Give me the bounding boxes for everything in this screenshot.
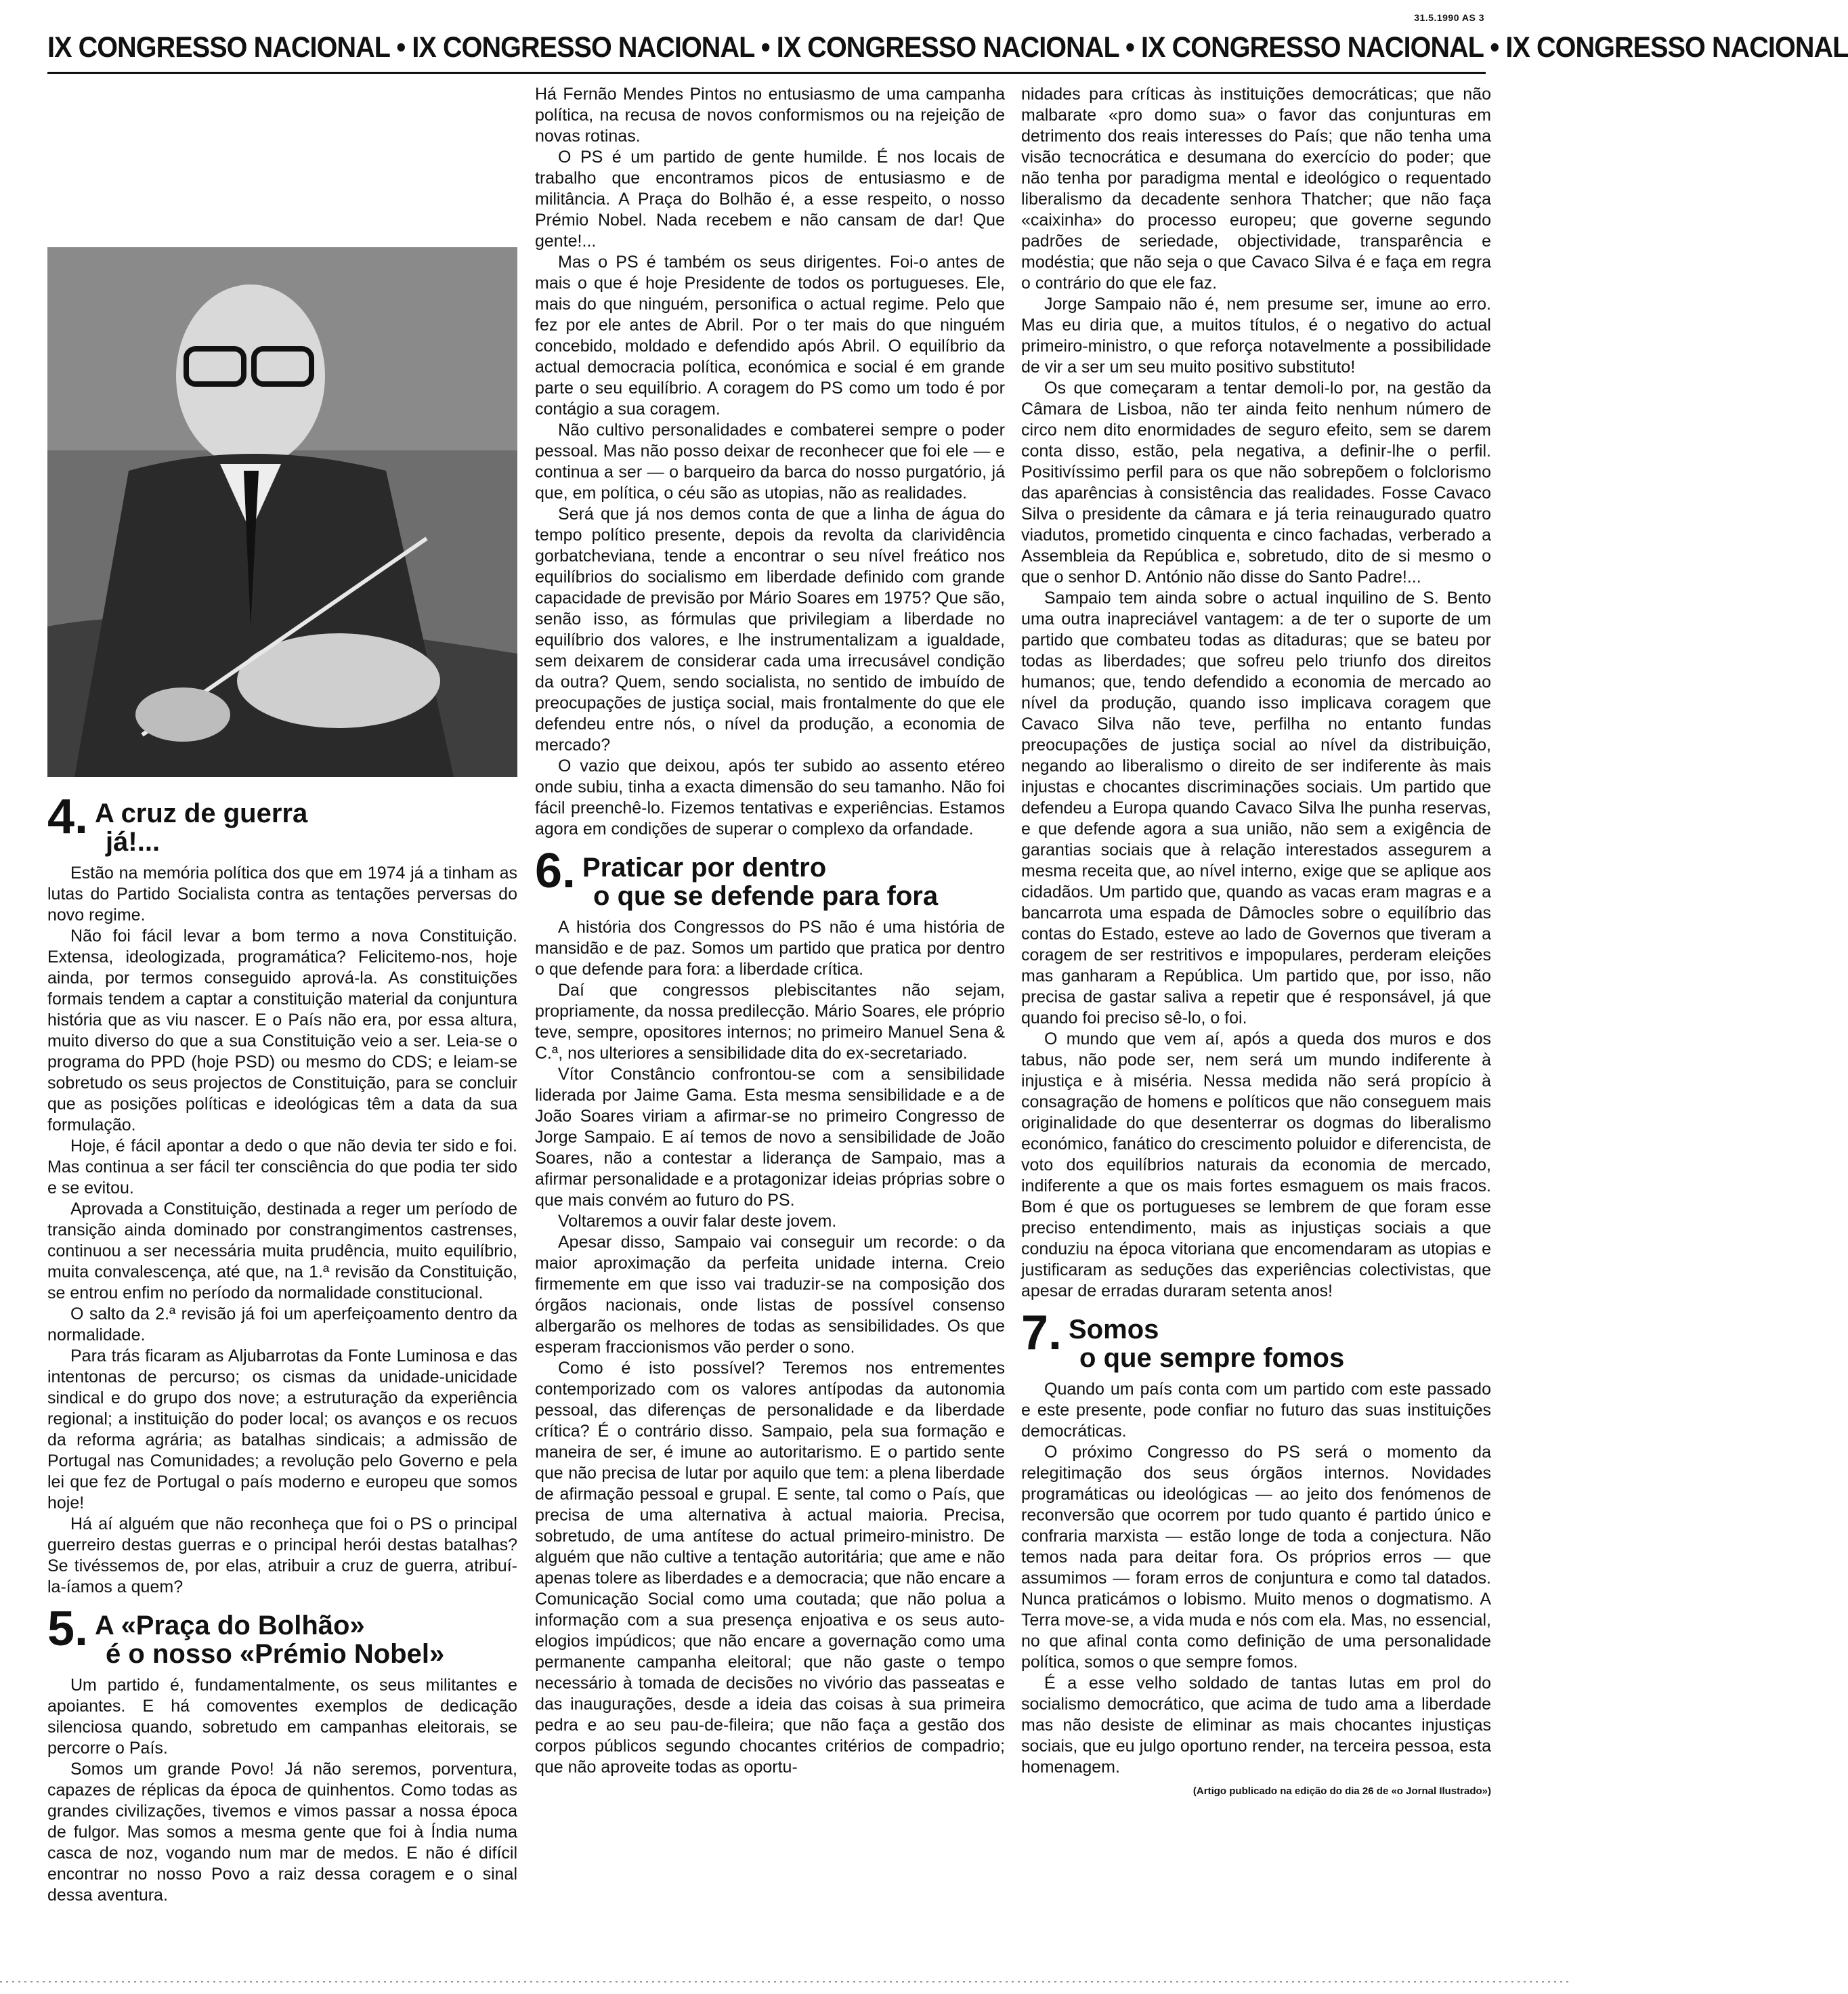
- paragraph: Há aí alguém que não reconheça que foi o PS o principal guerreiro destas guerras e o principal herói destas batalhas? Se tivéssemos de, por elas, atribuir a cruz de guerra, atribuí-la-íamos a quem?: [47, 1514, 517, 1596]
- section-4-heading: [47, 790, 517, 857]
- dateline: 31.5.1990 AS 3: [1414, 12, 1484, 23]
- paragraph: É a esse velho soldado de tantas lutas em prol do socialismo democrático, que acima de tudo ama a liberdade mas não desiste de eliminar as mais chocantes injustiças sociais, que eu julgo oportuno render, na terceira pessoa, esta homenagem.: [1021, 1674, 1491, 1777]
- paragraph: Um partido é, fundamentalmente, os seus militantes e apoiantes. E há comoventes exemplos de dedicação silenciosa quando, sobretudo em campanhas eleitorais, se percorre o País.: [47, 1676, 517, 1758]
- paragraph: nidades para críticas às instituições democráticas; que não malbarate «pro domo sua» o favor das conjunturas em detrimento dos reais interesses do País; que não tenha uma visão tecnocrática e desumana do exercício do poder; que não tenha por paradigma mental e ideológico o requentado liberalismo da decadente senhora Thatcher; que não faça «caixinha» do processo europeu; que governe segundo padrões de seriedade, objectividade, transparência e modéstia; que não seja o que Cavaco Silva é e faça em regra o contrário do que ele faz.: [1021, 85, 1491, 293]
- section-number: 4.: [47, 790, 89, 844]
- banner-headline: IX CONGRESSO NACIONAL • IX CONGRESSO NACIONAL • IX CONGRESSO NACIONAL • IX CONGRESSO NACIONAL • IX CONGRESSO NACIONAL: [47, 31, 1848, 64]
- portrait-photo: [47, 247, 517, 777]
- section-number: 7.: [1021, 1306, 1062, 1360]
- paragraph: Sampaio tem ainda sobre o actual inquilino de S. Bento uma outra inapreciável vantagem: a de ter o suporte de um partido que combateu todas as ditaduras; que se bateu por todas as liberdades; que sofreu pelo triunfo dos direitos humanos; que, tendo defendido a economia de mercado ao nível da produção, quando isso implicava coragem que Cavaco Silva não teve, perfilha no entanto fundas preocupações de justiça social ao nível da distribuição, negando ao liberalismo o direito de ser indiferente às mais injustas e chocantes discriminações sociais. Um partido que defendeu a Europa quando Cavaco Silva lhe punha reservas, e que defende agora a sua união, não sem a exigência de garantias sociais que à relação interestados assegurem a mesma receita que, ao nível interno, exige que se aplique aos cidadãos. Um partido que, quando as vacas eram magras e a bancarrota uma espada de Dâmocles sobre o equilíbrio das contas do Estado, esteve ao lado de Governos que tiveram a coragem de ser restritivos e impopulares, perderam eleições mas ganharam a República. Um partido que, por isso, não precisa de gastar saliva a repetir que é responsável, já que quando foi preciso sê-lo, o foi.: [1021, 589, 1491, 1027]
- bottom-edge: [0, 1981, 1571, 1982]
- column-2: [535, 84, 1005, 1971]
- paragraph: O próximo Congresso do PS será o momento da relegitimação dos seus órgãos internos. Novidades programáticas ou ideológicas — ao jeito dos fenómenos de reconversão que ocorrem por tudo quanto é partido único e confraria marxista — estão longe de toda a conjectura. Não temos nada para deitar fora. Os próprios erros — que assumimos — foram erros de conjuntura e como tal datados. Nunca praticámos o lobismo. Muito menos o dogmatismo. A Terra move-se, a vida muda e nós com ela. Mas, no essencial, no que afinal conta como definição de uma personalidade política, somos o que sempre fomos.: [1021, 1443, 1491, 1672]
- paragraph: Quando um país conta com um partido com este passado e este presente, pode confiar no futuro das suas instituições democráticas.: [1021, 1380, 1491, 1441]
- section-5-heading: [47, 1602, 517, 1669]
- paragraph: Os que começaram a tentar demoli-lo por, na gestão da Câmara de Lisboa, não ter ainda feito nenhum número de circo nem dito enormidades de seguro efeito, sem se darem conta disso, estão, pela negativa, a definir-lhe o perfil. Positivíssimo perfil para os que não sobrepõem o folclorismo das aparências à consistência das realidades. Fosse Cavaco Silva o presidente da câmara e já teria reinaugurado quatro viadutos, prometido cinquenta e cinco fachadas, verberado a Assembleia da República e, sobretudo, dito de si mesmo o que o senhor D. António não disse do Santo Padre!...: [1021, 379, 1491, 587]
- paragraph: Estão na memória política dos que em 1974 já a tinham as lutas do Partido Socialista contra as tentações perversas do novo regime.: [47, 864, 517, 925]
- paragraph: Voltaremos a ouvir falar deste jovem.: [558, 1212, 837, 1231]
- paragraph: Apesar disso, Sampaio vai conseguir um recorde: o da maior aproximação da perfeita unidade interna. Creio firmemente em que isso vai traduzir-se na composição dos órgãos nacionais, onde listas de possível consenso albergarão os melhores de todas as sensibilidades. Os que esperam fraccionismos vão perder o sono.: [535, 1233, 1005, 1357]
- paragraph: O mundo que vem aí, após a queda dos muros e dos tabus, não pode ser, nem será um mundo indiferente à injustiça e à miséria. Nessa medida não será propício à consagração de homens e políticos que não conseguem mais originalidade do que desenterrar os dogmas do liberalismo económico, fanático do crescimento poluidor e diferencista, de voto dos equilíbrios naturais da economia de mercado, indiferente a que os mais fortes esmaguem os mais fracos. Bom é que os portugueses se lembrem de que foram esse preciso entendimento, mais as injustiças sociais a que conduziu na época vitoriana que encomendaram as utopias e justificaram as seduções das experiências colectivistas, que apesar de erradas duraram setenta anos!: [1021, 1030, 1491, 1300]
- paragraph: Será que já nos demos conta de que a linha de água do tempo político presente, depois da revolta da clarividência gorbatcheviana, tende a encontrar o seu nível freático nos equilíbrios do socialismo em liberdade definido com grande capacidade de previsão por Mário Soares em 1975? Que são, senão isso, as fórmulas que privilegiam a liberdade no equilíbrio dos valores, e lhe instrumentalizam a igualdade, sem deixarem de considerar cada uma irrecusável condição da outra? Quem, sendo socialista, no sentido de imbuído de preocupações de justiça social, mais frontalmente do que ele defendeu entre nós, o nível da produção, a economia de mercado?: [535, 505, 1005, 755]
- section-6-heading: [535, 844, 1005, 911]
- paragraph: O vazio que deixou, após ter subido ao assento etéreo onde subiu, tinha a exacta dimensão do seu tamanho. Não foi fácil preenchê-lo. Fizemos tentativas e experiências. Estamos agora em condições de superar o complexo da orfandade.: [535, 757, 1005, 839]
- paragraph: Vítor Constâncio confrontou-se com a sensibilidade liderada por Jaime Gama. Esta mesma sensibilidade e a de João Soares viriam a afirmar-se no primeiro Congresso de Jorge Sampaio. E aí temos de novo a sensibilidade de João Soares, não a contestar a liderança de Sampaio, mas a afirmar personalidade e a protagonizar ideias próprias sobre o que mais convém ao futuro do PS.: [535, 1065, 1005, 1210]
- column-3: [1021, 84, 1491, 1971]
- section-title: A cruz de guerra já!...: [95, 799, 308, 857]
- footnote: (Artigo publicado na edição do dia 26 de «o Jornal Ilustrado»): [1192, 1785, 1491, 1797]
- section-number: 5.: [47, 1602, 89, 1656]
- paragraph: O PS é um partido de gente humilde. É nos locais de trabalho que encontramos picos de entusiasmo e de militância. A Praça do Bolhão é, a esse respeito, o nosso Prémio Nobel. Nada recebem e não cansam de dar! Que gente!...: [535, 148, 1005, 251]
- paragraph: Mas o PS é também os seus dirigentes. Foi-o antes de mais o que é hoje Presidente de todos os portugueses. Ele, mais do que ninguém, personifica o actual regime. Pelo que fez por ele antes de Abril. Por o ter mais do que ninguém concebido, moldado e defendido após Abril. O equilíbrio da actual democracia política, económica e social é em grande parte o seu equilíbrio. A coragem do PS como um todo é por contágio a sua coragem.: [535, 253, 1005, 419]
- column-1: [47, 786, 517, 1971]
- paragraph: Jorge Sampaio não é, nem presume ser, imune ao erro. Mas eu diria que, a muitos títulos, é o negativo do actual primeiro-ministro, o que reforça notavelmente a possibilidade de vir a ser um seu muito positivo substituto!: [1021, 295, 1491, 377]
- paragraph: Somos um grande Povo! Já não seremos, porventura, capazes de réplicas da época de quinhentos. Como todas as grandes civilizações, tivemos e vimos passar a nossa época de fulgor. Mas somos a mesma gente que foi à Índia numa casca de noz, vogando num mar de medos. E não é difícil encontrar no nosso Povo a raiz dessa coragem e o sinal dessa aventura.: [47, 1760, 517, 1905]
- paragraph: Hoje, é fácil apontar a dedo o que não devia ter sido e foi. Mas continua a ser fácil ter consciência do que podia ter sido e se evitou.: [47, 1137, 517, 1197]
- paragraph: Não cultivo personalidades e combaterei sempre o poder pessoal. Mas não posso deixar de reconhecer que foi ele — e continua a ser — o barqueiro da barca do nosso purgatório, já que, em política, o céu são as utopias, não as realidades.: [535, 421, 1005, 503]
- paragraph: Para trás ficaram as Aljubarrotas da Fonte Luminosa e das intentonas de percurso; os cismas da unidade-unicidade sindical e do grupo dos nove; a estruturação da experiência regional; a instituição do poder local; os avanços e os recuos da reforma agrária; as batalhas sindicais; a admissão de Portugal nas Comunidades; a revolução pelo Governo e pela lei que fez de Portugal o país moderno e europeu que somos hoje!: [47, 1346, 517, 1512]
- paragraph: Há Fernão Mendes Pintos no entusiasmo de uma campanha política, na recusa de novos conformismos ou na rejeição de novas rotinas.: [535, 85, 1005, 146]
- section-7-heading: [1021, 1306, 1491, 1373]
- section-title: A «Praça do Bolhão» é o nosso «Prémio Nobel»: [95, 1611, 445, 1669]
- section-title: Praticar por dentro o que se defende para fora: [582, 853, 939, 911]
- section-title: Somos o que sempre fomos: [1069, 1315, 1345, 1373]
- paragraph: Daí que congressos plebiscitantes não sejam, propriamente, da nossa predilecção. Mário Soares, ele próprio teve, sempre, opositores internos; no primeiro Manuel Sena & C.ª, nos ulteriores a sensibilidade dita do ex-secretariado.: [535, 981, 1005, 1063]
- paragraph: A história dos Congressos do PS não é uma história de mansidão e de paz. Somos um partido que pratica por dentro o que defende para fora: a liberdade crítica.: [535, 918, 1005, 979]
- paragraph: O salto da 2.ª revisão já foi um aperfeiçoamento dentro da normalidade.: [47, 1304, 517, 1344]
- paragraph: Aprovada a Constituição, destinada a reger um período de transição ainda dominado por constrangimentos castrenses, continuou a ser necessária muita prudência, muito equilíbrio, muita convalescença, até que, na 1.ª revisão da Constituição, se entrou enfim no período da normalidade constitucional.: [47, 1200, 517, 1302]
- section-number: 6.: [535, 844, 576, 898]
- paragraph: Como é isto possível? Teremos nos entrementes contemporizado com os valores antípodas da autonomia pessoal, das diferenças de personalidade e da liberdade crítica? É o contrário disso. Sampaio, pela sua formação e maneira de ser, é imune ao autoritarismo. E o partido sente que não precisa de lutar por aquilo que tem: a plena liberdade de afirmação pessoal e grupal. E sente, tal como o País, que precisa de uma alternativa à actual maioria. Precisa, sobretudo, de uma antítese do actual primeiro-ministro. De alguém que não cultive a tentação autoritária; que ame e não apenas tolere as liberdades e a democracia; que não encare a Comunicação Social como uma coutada; que não polua a informação com a sua presença enjoativa e os seus auto-elogios impúdicos; que não encare a governação como uma permanente campanha eleitoral; que não gaste o tempo necessário à tomada de decisões no vivório das passeatas e das inaugurações, desde a ideia das coisas à sua primeira pedra e ao seu pau-de-fileira; que não faça a gestão dos corpos públicos segundo chocantes critérios de compadrio; que não aproveite todas as oportu-: [535, 1359, 1005, 1777]
- banner-rule: [47, 72, 1486, 74]
- paragraph: Não foi fácil levar a bom termo a nova Constituição. Extensa, ideologizada, programática? Felicitemo-nos, hoje ainda, por termos conseguido aprová-la. As constituições formais tendem a captar a constituição material da conjuntura história que as viu nascer. E o País não era, por essa altura, muito diverso do que a sua Constituição veio a ser. Leia-se o programa do PPD (hoje PSD) ou mesmo do CDS; e leiam-se sobretudo os seus projectos de Constituição, para se concluir que as posições políticas e ideológicas têm a data da sua formulação.: [47, 927, 517, 1134]
